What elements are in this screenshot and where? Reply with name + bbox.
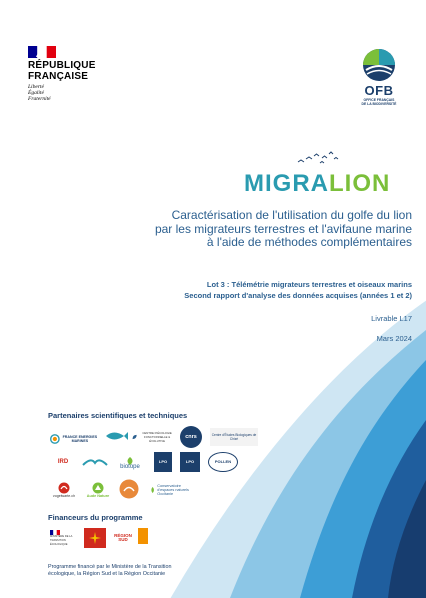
ofb-subtitle: OFFICE FRANÇAIS DE LA BIODIVERSITÉ bbox=[361, 98, 397, 106]
ofb-logo-icon bbox=[358, 46, 400, 88]
orange-bird-icon bbox=[119, 479, 139, 499]
republique-motto: Liberté Égalité Fraternité bbox=[28, 84, 51, 102]
partners-title: Partenaires scientifiques et techniques bbox=[48, 411, 188, 420]
partner-logo-cebc-chize: Centre d'Études Biologiques de Chizé bbox=[210, 428, 258, 446]
seabird-icon bbox=[81, 455, 109, 469]
migralion-logo: MIGRALION bbox=[244, 170, 391, 197]
partner-logo-france-energies-marines: FRANCE ENERGIES MARINES bbox=[50, 428, 98, 450]
partner-logo-lpo-1: LPO bbox=[154, 452, 172, 472]
partner-logo-biotope: biotope bbox=[114, 452, 146, 474]
vogelwarte-icon bbox=[58, 482, 70, 494]
partner-logo-lpo-2: LPO bbox=[180, 452, 200, 472]
partner-logo-cefe: CENTRE D'ÉCOLOGIE FONCTIONNELLE & ÉVOLUTIVE bbox=[132, 428, 176, 446]
funding-statement: Programme financé par le Ministère de la Transition écologique, la Région Sud et la Région Occitanie bbox=[48, 564, 172, 577]
partner-logo-bird bbox=[80, 454, 110, 470]
cen-leaf-icon bbox=[150, 484, 155, 496]
document-title: Caractérisation de l'utilisation du golfe du lion par les migrateurs terrestres et l'avifaune marine à l'aide de méthodes complémentaires bbox=[154, 208, 412, 249]
partner-logo-ird: IRD bbox=[57, 459, 69, 465]
fish-icon bbox=[104, 429, 128, 443]
lot-subtitle: Lot 3 : Télémétrie migrateurs terrestres et oiseaux marins Second rapport d'analyse des données acquises (années 1 et 2) bbox=[184, 280, 412, 300]
funder-logo-ministere: MINISTÈRE DE LA TRANSITION ÉCOLOGIQUE bbox=[50, 528, 78, 548]
funder-logo-occitanie bbox=[84, 528, 106, 548]
partner-logo-pollen: POLLEN bbox=[208, 452, 238, 472]
marianne-flag-icon bbox=[28, 46, 56, 58]
occitan-cross-icon bbox=[88, 531, 102, 545]
aude-nature-icon bbox=[92, 482, 104, 494]
partner-logo-orange bbox=[118, 478, 140, 500]
wave-circle-icon bbox=[50, 432, 60, 446]
livrable-label: Livrable L17 bbox=[371, 314, 412, 323]
partner-logo-vogelwarte: vogelwarte.ch bbox=[50, 478, 78, 502]
flying-birds-icon bbox=[296, 150, 342, 168]
funders-title: Financeurs du programme bbox=[48, 513, 143, 522]
partner-logo-cen-occitanie: Conservatoire d'espaces naturels Occitanie bbox=[150, 480, 196, 500]
publication-date: Mars 2024 bbox=[376, 334, 412, 343]
partner-logo-aude-nature: Aude Nature bbox=[86, 478, 110, 502]
partner-logo-fish bbox=[104, 428, 128, 444]
republique-francaise-title: RÉPUBLIQUE FRANÇAISE bbox=[28, 60, 96, 82]
cefe-leaf-icon bbox=[132, 432, 137, 442]
funder-logo-orange-badge bbox=[138, 528, 148, 544]
partner-logo-cnrs: cnrs bbox=[180, 426, 202, 448]
ofb-name: OFB bbox=[364, 83, 394, 98]
funder-logo-region-sud: RÉGION SUD bbox=[114, 533, 132, 542]
